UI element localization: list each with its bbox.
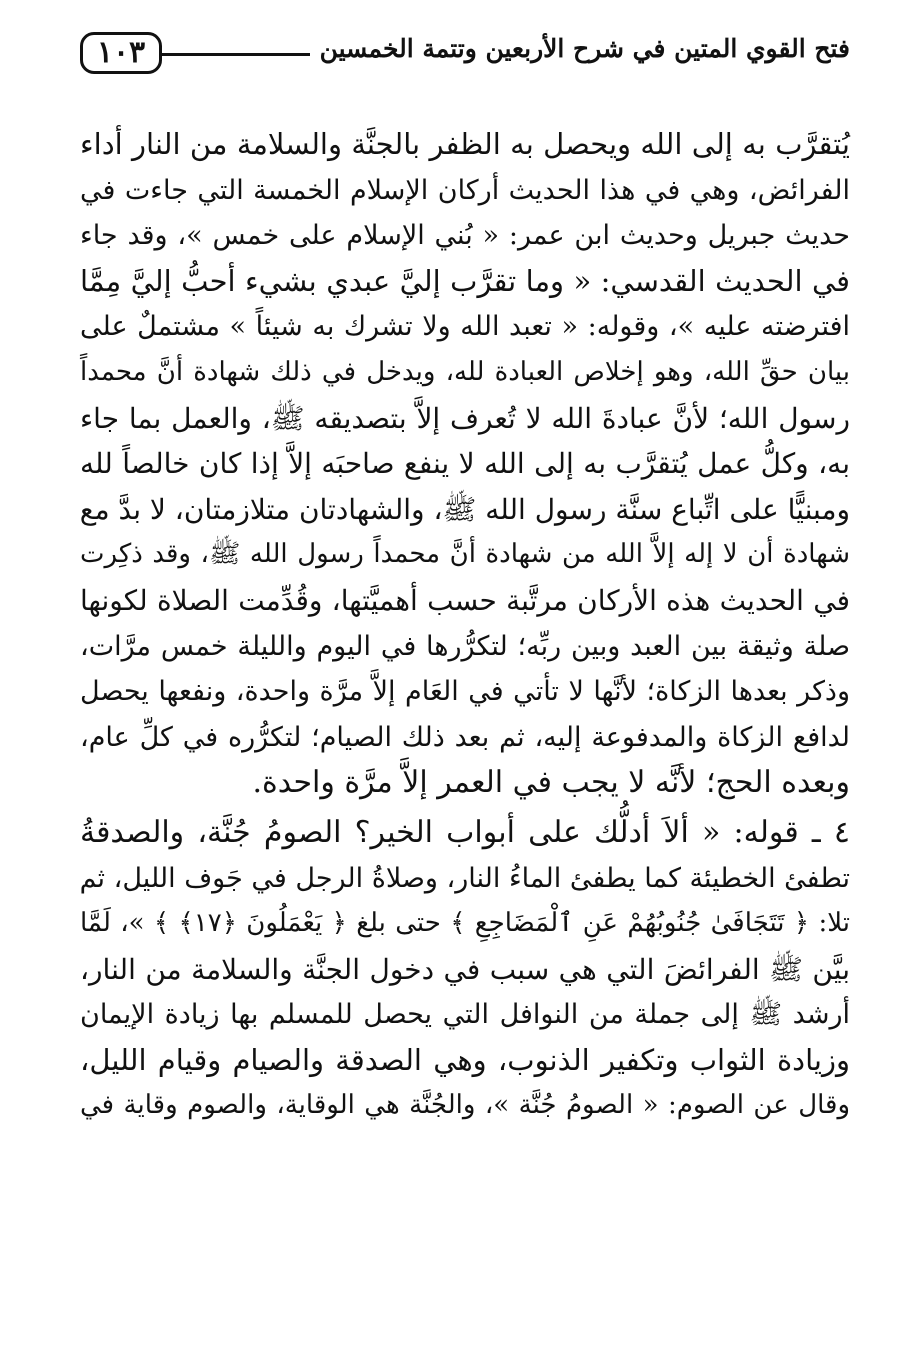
text-line: ومبنيًّا على اتِّباع سنَّة رسول الله ﷺ، والشهادتان متلازمتان، لا بدَّ مع [79,492,850,526]
text-line: شهادة أن لا إله إلاَّ الله من شهادة أنَّ محمداً رسول الله ﷺ، وقد ذكِرت [80,539,850,570]
text-line: في الحديث هذه الأركان مرتَّبة حسب أهميَّتها، وقُدِّمت الصلاة لكونها [80,583,850,617]
text-line: وقال عن الصوم: « الصومُ جُنَّة »، والجُنَّة هي الوقاية، والصوم وقاية في [80,1090,850,1121]
text-line: بيان حقِّ الله، وهو إخلاص العبادة لله، ويدخل في ذلك شهادة أنَّ محمداً [80,356,850,387]
text-line: ٤ ـ قوله: « ألاَ أدلُّك على أبواب الخير؟ الصومُ جُنَّة، والصدقةُ [80,814,850,850]
running-header [80,28,850,84]
book-title: فتح القوي المتين في شرح الأربعين وتتمة الخمسين [310,34,850,64]
text-line: حديث جبريل وحديث ابن عمر: « بُني الإسلام على خمس »، وقد جاء [80,220,850,252]
page-number: ١٠٣ [80,32,162,74]
text-line: في الحديث القدسي: « وما تقرَّب إليَّ عبدي بشيء أحبُّ إليَّ مِمَّا [80,263,850,298]
text-line: الفرائض، وهي في هذا الحديث أركان الإسلام الخمسة التي جاءت في [80,174,850,206]
text-line: بيَّن ﷺ الفرائضَ التي هي سبب في دخول الجنَّة والسلامة من النار، [80,952,850,986]
paragraph-2 [80,810,850,1129]
text-line: وبعده الحج؛ لأنَّه لا يجب في العمر إلاَّ مرَّة واحدة. [252,765,850,801]
paragraph-1 [80,122,850,806]
text-line: يُتقرَّب به إلى الله ويحصل به الظفر بالجنَّة والسلامة من النار أداء [80,127,850,161]
text-line: أرشد ﷺ إلى جملة من النوافل التي يحصل للمسلم بها زيادة الإيمان [80,999,850,1031]
page-body [80,122,850,1129]
text-line: وزيادة الثواب وتكفير الذنوب، وهي الصدقة والصيام وقيام الليل، [80,1042,850,1077]
text-line: رسول الله؛ لأنَّ عبادةَ الله لا تُعرف إلاَّ بتصديقه ﷺ، والعمل بما جاء [80,401,850,435]
text-line: تطفئ الخطيئة كما يطفئ الماءُ النار، وصلاةُ الرجل في جَوف الليل، ثم [79,862,850,894]
text-line: به، وكلُّ عمل يُتقرَّب به إلى الله لا ينفع صاحبَه إلاَّ إذا كان خالصاً لله [80,447,850,481]
text-line: افترضته عليه »، وقوله: « تعبد الله ولا تشرك به شيئاً » مشتملٌ على [80,311,851,343]
text-line: تلا: ﴿ تَتَجَافَىٰ جُنُوبُهُمْ عَنِ ٱلْمَضَاجِعِ ﴾ حتى بلغ ﴿ يَعْمَلُونَ ﴿١٧﴾ ﴾ »، لَمَّا [80,908,850,939]
text-line: وذكر بعدها الزكاة؛ لأنَّها لا تأتي في العَام إلاَّ مرَّة واحدة، ونفعها يحصل [80,676,850,708]
text-line: لدافع الزكاة والمدفوعة إليه، ثم بعد ذلك الصيام؛ لتكرُّره في كلِّ عام، [80,721,850,753]
text-line: صلة وثيقة بين العبد وبين ربِّه؛ لتكرُّرها في اليوم والليلة خمس مرَّات، [80,630,850,662]
